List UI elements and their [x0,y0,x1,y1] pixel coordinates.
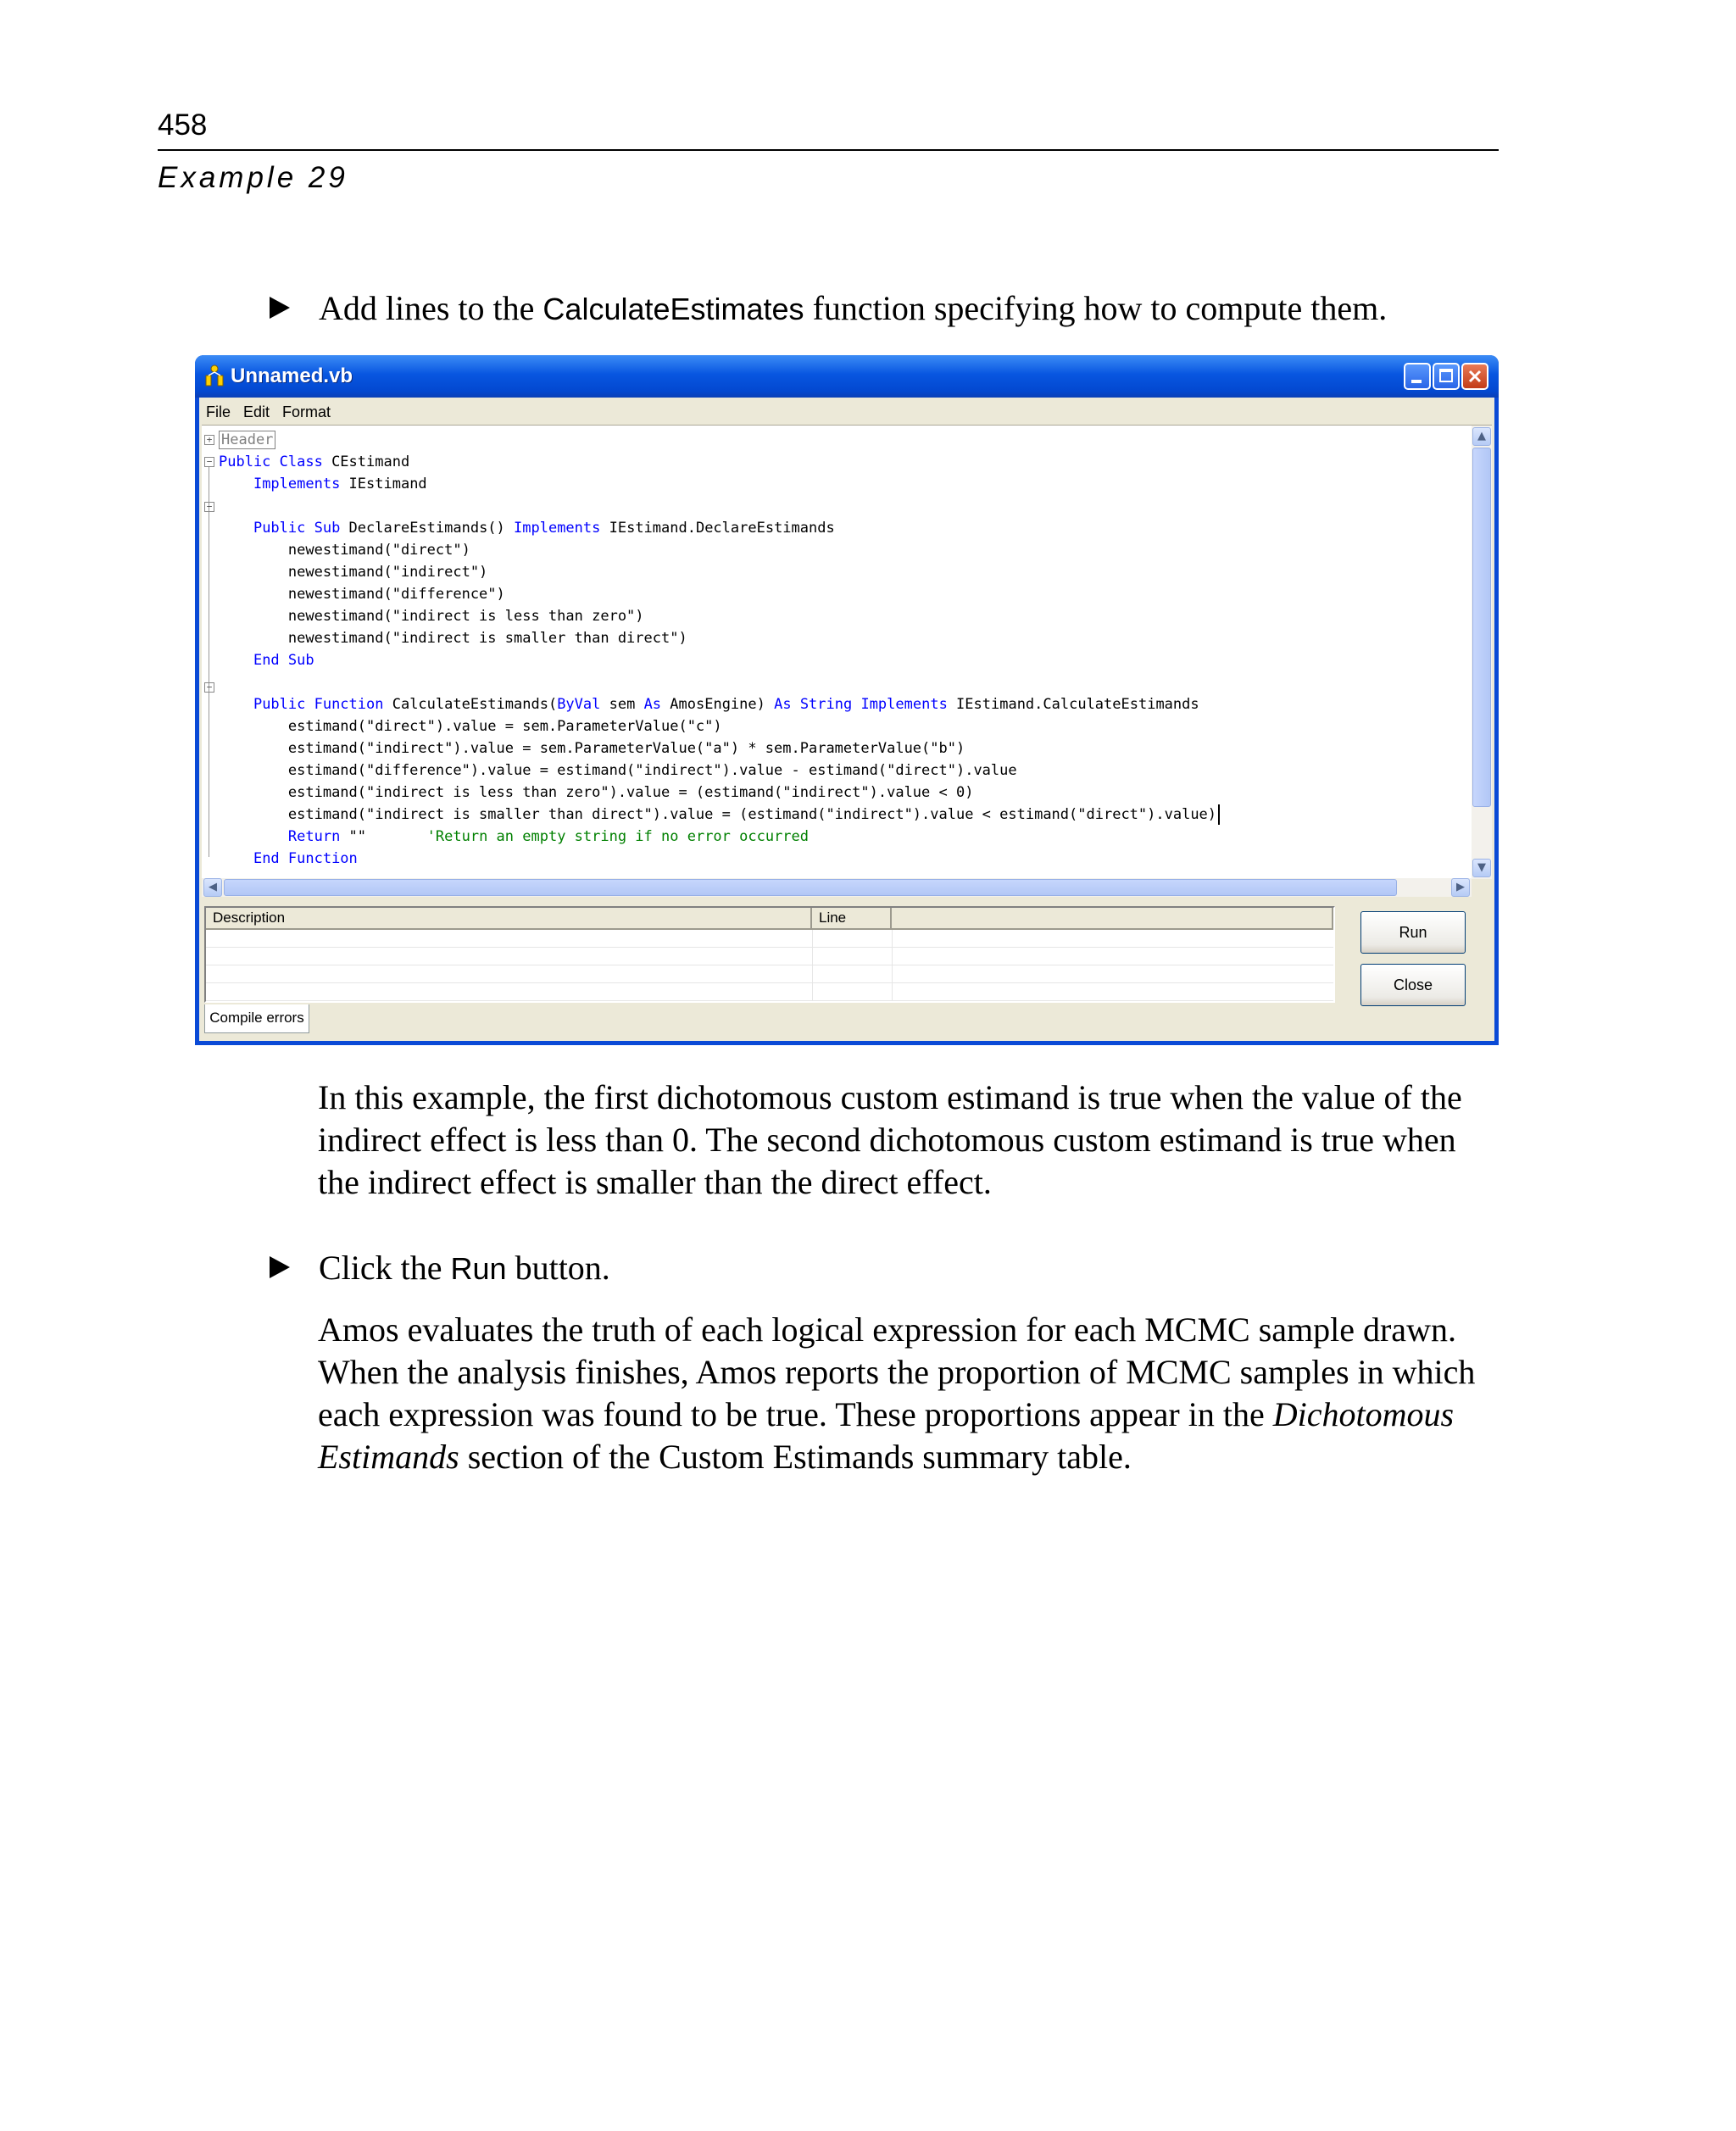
table-row[interactable] [206,983,1333,1001]
code-line: Public Class CEstimand [219,453,410,470]
code-line: newestimand("difference") [287,586,505,603]
scroll-right-icon[interactable]: ▶ [1451,878,1470,897]
code-line: End Sub [253,652,314,669]
emphasis-dichotomous-estimands: Dichotomous Estimands [318,1395,1455,1476]
code-line: newestimand("indirect is less than zero") [287,608,644,625]
step-text: Click the Run button. [319,1249,610,1287]
error-panel [199,899,1494,1041]
code-line: estimand("direct").value = sem.ParameterValue("c") [287,718,722,735]
table-row[interactable] [206,930,1333,948]
scroll-down-icon[interactable]: ▼ [1472,859,1491,877]
amos-app-icon [203,364,225,388]
horizontal-scroll-thumb[interactable] [224,879,1397,896]
column-divider [812,930,813,1001]
maximize-icon [1439,369,1453,382]
close-window-button[interactable] [1461,363,1488,390]
vb-editor-window [195,355,1499,1045]
text-caret [1218,804,1220,825]
fold-gutter [202,426,219,879]
menu-bar [199,398,1494,425]
code-line: estimand("difference").value = estimand("indirect").value - estimand("direct").value [287,762,1017,779]
step-bullet-icon [270,297,290,319]
expand-region-icon[interactable]: + [204,435,214,445]
code-line: newestimand("indirect is smaller than direct") [287,630,687,647]
code-line [219,429,275,451]
running-head: Example 29 [158,161,348,194]
scroll-left-icon[interactable]: ◀ [203,878,222,897]
column-header-blank[interactable] [892,908,1333,930]
code-line: Public Function CalculateEstimands(ByVal sem As AmosEngine) As String Implements IEstimand.CalculateEstimands [253,696,1199,713]
step-text: Add lines to the CalculateEstimates function specifying how to compute them. [319,289,1388,327]
tab-compile-errors[interactable]: Compile errors [204,1004,309,1033]
menu-edit[interactable]: Edit [243,403,270,420]
header-region[interactable]: Header [219,431,275,449]
ui-term-run: Run [450,1251,507,1286]
page-number: 458 [158,108,208,142]
close-icon [1463,364,1487,388]
ui-term-calculateestimates: CalculateEstimates [542,292,804,326]
code-line: newestimand("direct") [287,542,470,559]
compile-errors-grid[interactable] [204,906,1335,1003]
maximize-button[interactable] [1433,363,1460,390]
collapse-class-icon[interactable]: − [204,457,214,467]
header-rule [158,149,1499,151]
horizontal-scrollbar[interactable] [202,878,1472,897]
table-row[interactable] [206,948,1333,965]
code-line: newestimand("indirect") [287,564,488,581]
code-text[interactable] [219,426,1472,879]
collapse-function-icon[interactable]: − [204,682,214,693]
explanation-paragraph: In this example, the first dichotomous custom estimand is true when the value of the indirect effect is less than 0. The second dichotomous custom estimand is true when the indirect effect is smaller than the direct effect. [318,1078,1462,1201]
code-line: estimand("indirect").value = sem.ParameterValue("a") * sem.ParameterValue("b") [287,740,965,757]
code-line: Implements IEstimand [253,476,427,492]
collapse-sub-icon[interactable]: − [204,502,214,512]
scroll-up-icon[interactable]: ▲ [1472,427,1491,446]
window-client [199,398,1494,1041]
column-divider [892,930,893,1001]
close-button[interactable]: Close [1360,964,1466,1006]
run-button[interactable]: Run [1360,911,1466,954]
results-paragraph: Amos evaluates the truth of each logical expression for each MCMC sample drawn. When the analysis finishes, Amos reports the proportion of MCMC samples in which each expression was found to be true. These proportions appear in the Dichotomous Estimands section of the Custom Estimands summary table. [318,1310,1476,1476]
minimize-icon [1411,380,1422,383]
column-header-description[interactable]: Description [206,908,812,930]
code-line: Public Sub DeclareEstimands() Implements IEstimand.DeclareEstimands [253,520,835,537]
menu-file[interactable]: File [206,403,231,420]
minimize-button[interactable] [1404,363,1431,390]
code-editor[interactable] [202,425,1492,879]
vertical-scrollbar[interactable] [1472,426,1492,879]
menu-format[interactable]: Format [282,403,331,420]
code-line: estimand("indirect is less than zero").value = (estimand("indirect").value < 0) [287,784,974,801]
step-bullet-icon [270,1256,290,1278]
window-title: Unnamed.vb [231,364,353,387]
code-line: End Function [253,850,358,867]
title-bar[interactable] [195,355,1499,398]
column-header-line[interactable]: Line [812,908,892,930]
code-line: Return "" 'Return an empty string if no error occurred [287,828,810,845]
vertical-scroll-thumb[interactable] [1472,448,1491,807]
table-row[interactable] [206,965,1333,983]
code-line: estimand("indirect is smaller than direct").value = (estimand("indirect").value < estimand("direct").value) [219,804,1220,826]
